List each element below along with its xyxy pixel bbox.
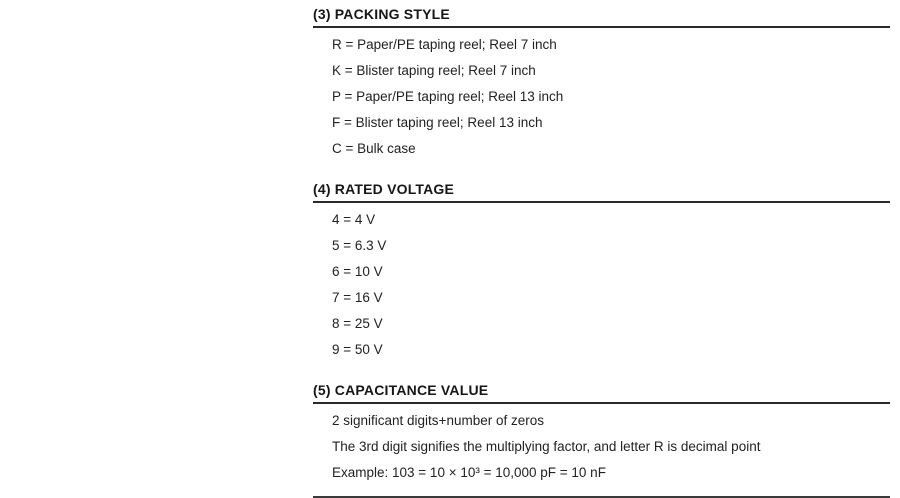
- section-title: (5) CAPACITANCE VALUE: [313, 382, 489, 398]
- list-item: The 3rd digit signifies the multiplying factor, and letter R is decimal point: [332, 439, 761, 454]
- item-list: [312, 404, 890, 495]
- item-list: [312, 203, 890, 372]
- section-packing-style: [312, 5, 890, 171]
- section-title: (4) RATED VOLTAGE: [313, 181, 455, 197]
- section-title: (3) PACKING STYLE: [313, 6, 450, 22]
- list-item: 8 = 25 V: [332, 316, 383, 331]
- list-item: Example: 103 = 10 × 10³ = 10,000 pF = 10 nF: [332, 465, 606, 480]
- list-item: 9 = 50 V: [332, 342, 383, 357]
- section-capacitance-value: [312, 381, 890, 498]
- list-item: 2 significant digits+number of zeros: [332, 413, 544, 428]
- list-item: C = Bulk case: [332, 141, 416, 156]
- list-item: 5 = 6.3 V: [332, 238, 387, 253]
- list-item: 7 = 16 V: [332, 290, 383, 305]
- list-item: K = Blister taping reel; Reel 7 inch: [332, 63, 536, 78]
- doc-column: [312, 5, 890, 498]
- list-item: F = Blister taping reel; Reel 13 inch: [332, 115, 543, 130]
- list-item: R = Paper/PE taping reel; Reel 7 inch: [332, 37, 557, 52]
- list-item: 6 = 10 V: [332, 264, 383, 279]
- section-rated-voltage: [312, 180, 890, 372]
- list-item: 4 = 4 V: [332, 212, 376, 227]
- list-item: P = Paper/PE taping reel; Reel 13 inch: [332, 89, 564, 104]
- item-list: [312, 28, 890, 171]
